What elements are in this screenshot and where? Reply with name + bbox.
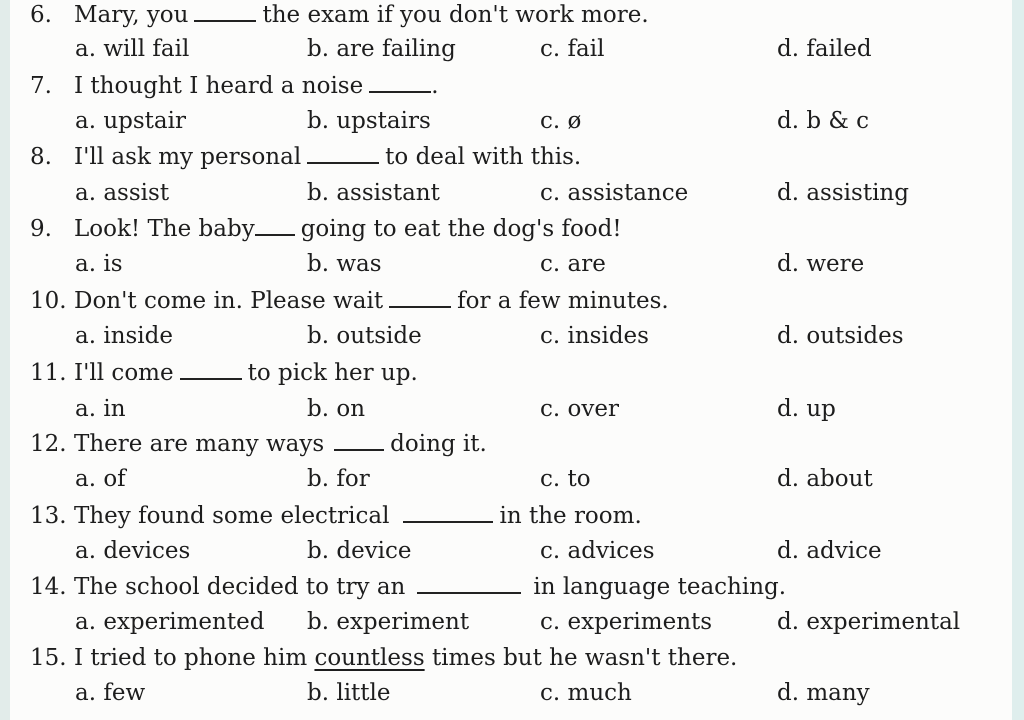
option-b: b. on <box>307 396 366 422</box>
option-c: c. fail <box>540 36 605 62</box>
option-b: b. upstairs <box>307 108 431 134</box>
answer-blank <box>334 429 384 451</box>
question-text-before: They found some electrical <box>74 503 390 529</box>
option-a: a. assist <box>75 180 170 206</box>
question-text-before: I'll come <box>74 360 174 386</box>
question-number: 11. <box>30 360 67 386</box>
option-a: a. in <box>75 396 126 422</box>
question-7 <box>30 69 439 103</box>
question-14 <box>30 570 786 604</box>
option-c: c. advices <box>540 538 655 564</box>
option-b: b. was <box>307 251 382 277</box>
question-9 <box>30 212 622 246</box>
option-b: b. for <box>307 466 370 492</box>
option-d: d. failed <box>777 36 872 62</box>
option-a: a. few <box>75 680 146 706</box>
option-d: d. were <box>777 251 865 277</box>
question-number: 14. <box>30 574 67 600</box>
option-d: d. many <box>777 680 870 706</box>
answer-blank <box>194 0 256 22</box>
option-c: c. insides <box>540 323 649 349</box>
question-text-before: There are many ways <box>74 431 325 457</box>
question-text-after: for a few minutes. <box>457 288 669 314</box>
question-12 <box>30 427 487 461</box>
question-number: 12. <box>30 431 67 457</box>
question-11 <box>30 356 418 390</box>
option-a: a. will fail <box>75 36 190 62</box>
option-c: c. much <box>540 680 632 706</box>
option-c: c. assistance <box>540 180 689 206</box>
option-a: a. of <box>75 466 126 492</box>
question-text-before: Mary, you <box>74 2 189 28</box>
answer-blank <box>307 142 379 164</box>
option-d: d. up <box>777 396 836 422</box>
option-b: b. experiment <box>307 609 470 635</box>
worksheet-page <box>10 0 1012 720</box>
option-d: d. about <box>777 466 873 492</box>
question-number: 10. <box>30 288 67 314</box>
page-edge-left <box>0 0 10 720</box>
option-c: c. experiments <box>540 609 713 635</box>
option-c: c. over <box>540 396 619 422</box>
question-number: 7. <box>30 73 52 99</box>
option-b: b. device <box>307 538 412 564</box>
question-number: 8. <box>30 144 52 170</box>
question-number: 6. <box>30 2 52 28</box>
question-text-after: . <box>431 73 439 99</box>
underlined-word: countless <box>314 645 425 671</box>
option-d: d. advice <box>777 538 882 564</box>
question-text-before: The school decided to try an <box>74 574 406 600</box>
question-text-after: doing it. <box>390 431 487 457</box>
question-text-after: to pick her up. <box>247 360 418 386</box>
option-d: d. b & c <box>777 108 870 134</box>
option-a: a. devices <box>75 538 191 564</box>
answer-blank <box>389 286 451 308</box>
question-13 <box>30 499 642 533</box>
question-number: 9. <box>30 216 52 242</box>
answer-blank <box>369 71 431 93</box>
option-a: a. upstair <box>75 108 186 134</box>
option-c: c. to <box>540 466 591 492</box>
question-6 <box>30 0 649 32</box>
question-number: 15. <box>30 645 67 671</box>
answer-blank <box>180 358 242 380</box>
option-b: b. outside <box>307 323 422 349</box>
question-text-before: I tried to phone him <box>74 645 308 671</box>
option-a: a. experimented <box>75 609 265 635</box>
question-text-after: the exam if you don't work more. <box>262 2 649 28</box>
option-d: d. outsides <box>777 323 904 349</box>
question-text-after: in language teaching. <box>533 574 787 600</box>
question-text-after: in the room. <box>499 503 642 529</box>
question-15 <box>30 641 737 675</box>
option-b: b. little <box>307 680 391 706</box>
option-b: b. assistant <box>307 180 440 206</box>
option-d: d. experimental <box>777 609 961 635</box>
answer-blank <box>417 572 521 594</box>
option-a: a. is <box>75 251 123 277</box>
option-c: c. ø <box>540 108 582 134</box>
question-text-after: to deal with this. <box>385 144 582 170</box>
option-b: b. are failing <box>307 36 456 62</box>
question-10 <box>30 284 669 318</box>
question-text-after: times but he wasn't there. <box>431 645 738 671</box>
question-text-before: Don't come in. Please wait <box>74 288 384 314</box>
question-text-before: I'll ask my personal <box>74 144 302 170</box>
option-d: d. assisting <box>777 180 909 206</box>
question-text-after: going to eat the dog's food! <box>300 216 622 242</box>
question-text-before: Look! The baby <box>74 216 255 242</box>
option-c: c. are <box>540 251 606 277</box>
page-edge-right <box>1012 0 1024 720</box>
question-text-before: I thought I heard a noise <box>74 73 364 99</box>
answer-blank <box>255 214 295 236</box>
question-number: 13. <box>30 503 67 529</box>
option-a: a. inside <box>75 323 173 349</box>
question-8 <box>30 140 581 174</box>
answer-blank <box>403 501 493 523</box>
